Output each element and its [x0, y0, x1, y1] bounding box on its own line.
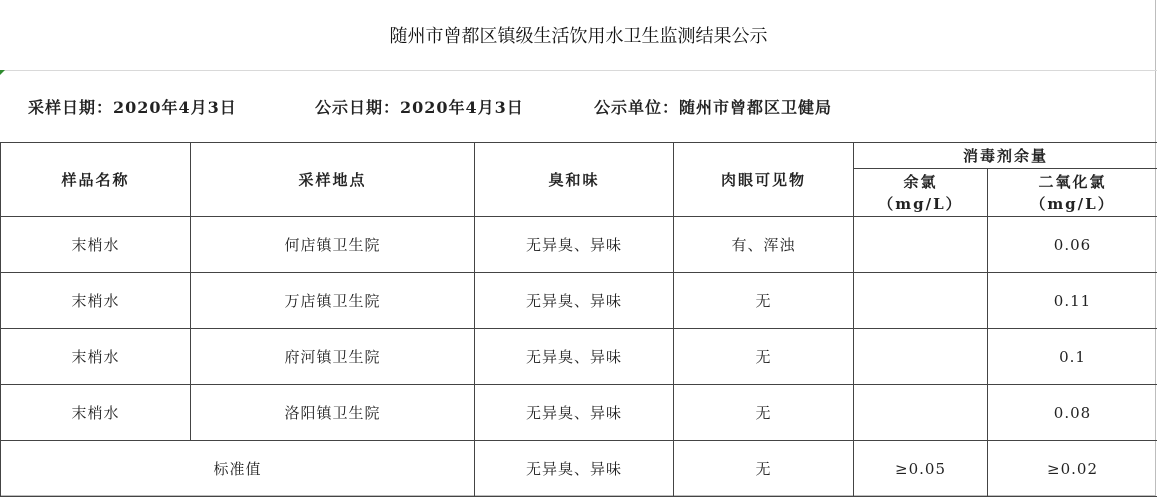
cell-sample-name: 末梢水: [1, 273, 191, 329]
cell-standard-label: 标准值: [1, 441, 475, 497]
header-free-chlorine: [854, 169, 988, 217]
cell-standard-odor: 无异臭、异味: [475, 441, 674, 497]
cell-odor: 无异臭、异味: [475, 329, 674, 385]
cell-odor: 无异臭、异味: [475, 217, 674, 273]
cell-visible: 无: [674, 385, 854, 441]
cell-free-chlorine: [854, 329, 988, 385]
header-chlorine-dioxide: [988, 169, 1157, 217]
header-disinfectant: 消毒剂余量: [854, 143, 1157, 169]
cell-sample-name: 末梢水: [1, 329, 191, 385]
table-row: [1, 217, 1157, 273]
cell-chlorine-dioxide: 0.08: [988, 385, 1157, 441]
header-chlorine-dioxide-unit: （mg/L）: [1030, 194, 1115, 213]
header-free-chlorine-unit: （mg/L）: [878, 194, 963, 213]
page-title: 随州市曾都区镇级生活饮用水卫生监测结果公示: [389, 26, 768, 47]
cell-free-chlorine: [854, 217, 988, 273]
cell-visible: 无: [674, 329, 854, 385]
cell-location: 何店镇卫生院: [191, 217, 475, 273]
cell-sample-name: 末梢水: [1, 217, 191, 273]
publish-date: 公示日期：2020年4月3日: [315, 98, 524, 117]
cell-location: 万店镇卫生院: [191, 273, 475, 329]
cell-location: 府河镇卫生院: [191, 329, 475, 385]
table-row: [1, 329, 1157, 385]
cell-visible: 有、浑浊: [674, 217, 854, 273]
header-location: 采样地点: [191, 143, 475, 217]
table-row: [1, 273, 1157, 329]
cell-odor: 无异臭、异味: [475, 385, 674, 441]
cell-visible: 无: [674, 273, 854, 329]
cell-standard-visible: 无: [674, 441, 854, 497]
cell-location: 洛阳镇卫生院: [191, 385, 475, 441]
header-visible: 肉眼可见物: [674, 143, 854, 217]
cell-odor: 无异臭、异味: [475, 273, 674, 329]
header-sample-name: 样品名称: [1, 143, 191, 217]
cell-chlorine-dioxide: 0.11: [988, 273, 1157, 329]
cell-chlorine-dioxide: 0.06: [988, 217, 1157, 273]
header-chlorine-dioxide-label: 二氧化氯: [1038, 172, 1107, 191]
cell-sample-name: 末梢水: [1, 385, 191, 441]
info-bar: [0, 71, 1157, 142]
sample-date: 采样日期：2020年4月3日: [28, 98, 237, 117]
results-table: [0, 142, 1157, 497]
header-free-chlorine-label: 余氯: [903, 172, 938, 191]
cell-standard-chlorine-dioxide: ≥0.02: [988, 441, 1157, 497]
header-odor: 臭和味: [475, 143, 674, 217]
standard-row: [1, 441, 1157, 497]
cell-free-chlorine: [854, 385, 988, 441]
table-row: [1, 385, 1157, 441]
cell-free-chlorine: [854, 273, 988, 329]
cell-standard-free-chlorine: ≥0.05: [854, 441, 988, 497]
publish-unit: 公示单位：随州市曾都区卫健局: [594, 98, 833, 117]
title-bar: [0, 0, 1157, 71]
cell-chlorine-dioxide: 0.1: [988, 329, 1157, 385]
